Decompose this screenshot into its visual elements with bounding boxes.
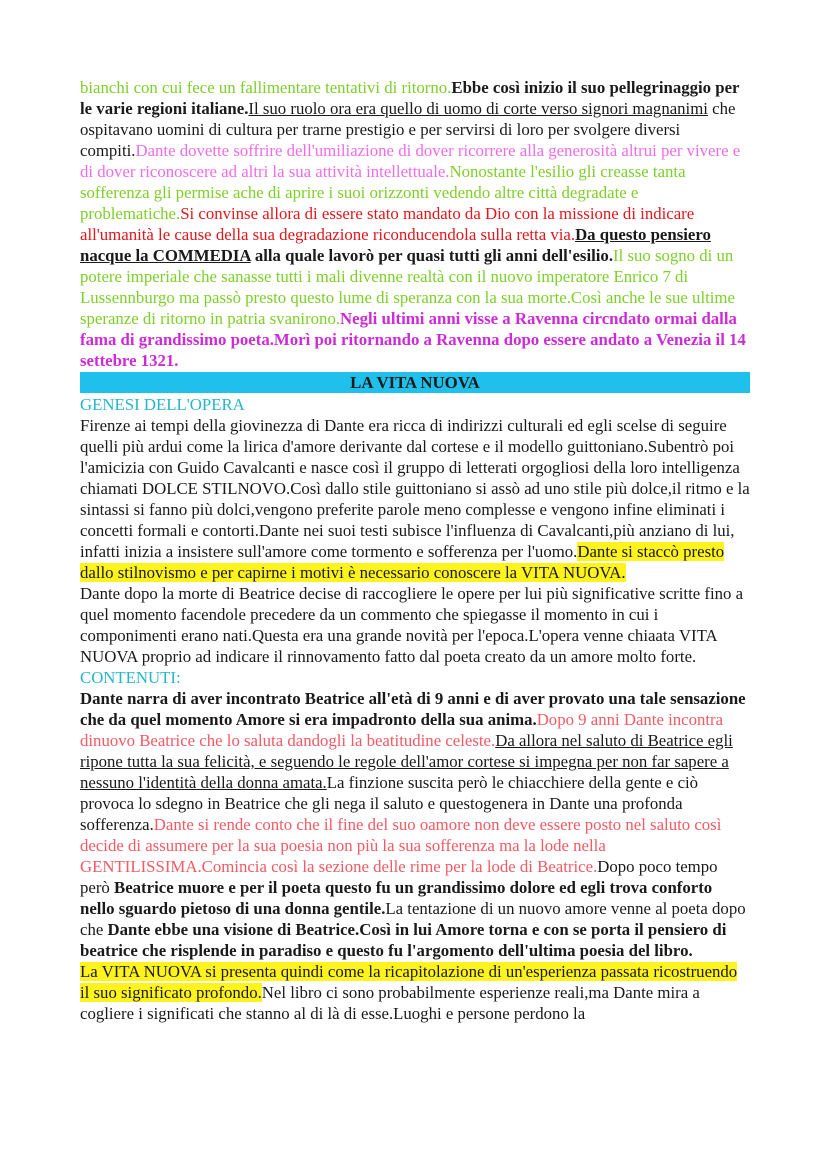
- contenuti-heading: CONTENUTI:: [80, 668, 181, 687]
- text-bold: Dante ebbe una visione di Beatrice.Così in lui Amore torna e con se porta il pensiero di beatrice che risplende in paradiso e questo fu l'argomento dell'ultima poesia del libro.: [80, 920, 727, 960]
- text-plain: La tentazione di un nuovo amore venne al poeta dopo che: [80, 899, 746, 939]
- text-red: Si convinse allora di essere stato mandato da Dio con la missione di indicare all'umanità le cause della sua degradazione riconducendola sulla retta via.: [80, 204, 695, 244]
- section-banner: LA VITA NUOVA: [80, 372, 750, 393]
- text-green: bianchi con cui fece un fallimentare tentativi di ritorno.: [80, 78, 452, 97]
- text-green: Nonostante l'esilio gli creasse tanta sofferenza gli permise ache di aprire i suoi orizzonti vedendo altre città degradate e problematiche.: [80, 162, 686, 223]
- text-highlighted: La VITA NUOVA si presenta quindi come la ricapitolazione di un'esperienza passata ricostruendo il suo significato profondo.: [80, 962, 738, 1002]
- text-bold: Ebbe così inizio il suo pellegrinaggio per le varie regioni italiane.: [80, 78, 740, 118]
- genesi-heading: GENESI DELL'OPERA: [80, 395, 245, 414]
- text-plain: che ospitavano uomini di cultura per trarne prestigio e per servirsi di loro per svolgere diversi compiti.: [80, 99, 736, 160]
- text-green: Il suo sogno di un potere imperiale che sanasse tutti i mali divenne realtà con il nuovo imperatore Enrico 7 di Lussennburgo ma passò presto questo lume di speranza con la sua morte.Così anche le sue ultime speranze di ritorno in patria svanirono.: [80, 246, 735, 328]
- text-underlined: Da allora nel saluto di Beatrice egli ripone tutta la sua felicità, e seguendo le regole dell'amor cortese si impegna per non far sapere a nessuno l'identità della donna amata.: [80, 731, 733, 792]
- text-pink: Dante dovette soffrire dell'umiliazione di dover ricorrere alla generosità altrui per vivere e di dover riconoscere ad altri la sua attività intellettuale.: [80, 141, 741, 181]
- genesi-paragraph: [80, 415, 750, 583]
- text-underlined: Il suo ruolo ora era quello di uomo di corte verso signori magnanimi: [248, 99, 708, 118]
- contenuti-paragraph-2: [80, 961, 750, 1024]
- text-salmon: Dante si rende conto che il fine del suo oamore non deve essere posto nel saluto così decide di assumere per la sua poesia non più la sua sofferenza ma la lode nella GENTILISSIMA.Comincia così la sezione delle rime per la lode di Beatrice.: [80, 815, 722, 876]
- text-purple-bold: Negli ultimi anni visse a Ravenna circndato ormai dalla fama di grandissimo poeta.Morì poi ritornando a Ravenna dopo essere andato a Venezia il 14 settebre 1321.: [80, 309, 746, 370]
- text-bold: Beatrice muore e per il poeta questo fu un grandissimo dolore ed egli trova conforto nello sguardo pietoso di una donna gentile.: [80, 878, 713, 918]
- genesi-paragraph-2: Dante dopo la morte di Beatrice decise di raccogliere le opere per lui più significative scritte fino a quel momento facendole precedere da un commento che spiegasse il momento in cui i componimenti erano nati.Questa era una grande novità per l'epoca.L'opera venne chiaata VITA NUOVA proprio ad indicare il rinnovamento fatto dal poeta creato da un amore molto forte.: [80, 584, 744, 666]
- text-plain: Nel libro ci sono probabilmente esperienze reali,ma Dante mira a cogliere i significati che stanno al di là di esse.Luoghi e persone perdono la: [80, 983, 700, 1023]
- text-bold: alla quale lavorò per quasi tutti gli anni dell'esilio.: [250, 246, 614, 265]
- biography-paragraph: [80, 77, 750, 371]
- text-plain: La finzione suscita però le chiacchiere della gente e ciò provoca lo sdegno in Beatrice che gli nega il saluto e questogenera in Dante una profonda sofferenza.: [80, 773, 699, 834]
- text-plain: Dopo poco tempo però: [80, 857, 718, 897]
- contenuti-paragraph: [80, 688, 750, 961]
- text-bold: Dante narra di aver incontrato Beatrice all'età di 9 anni e di aver provato una tale sensazione che da quel momento Amore si era impadronto della sua anima.: [80, 689, 746, 729]
- text-bold-underlined: Da questo pensiero nacque la COMMEDIA: [80, 225, 711, 265]
- text-highlighted: Dante si staccò presto dallo stilnovismo e per capirne i motivi è necessario conoscere la VITA NUOVA.: [80, 542, 725, 582]
- text-plain: Firenze ai tempi della giovinezza di Dante era ricca di indirizzi culturali ed egli scelse di seguire quelli più ardui come la lirica d'amore derivante dal cortese e il modello guittoniano.Subentrò poi l'amicizia con Guido Cavalcanti e nasce così il gruppo di letterati orgogliosi della loro intelligenza chiamati DOLCE STILNOVO.Così dallo stile guittoniano si assò ad uno stile più dolce,il ritmo e la sintassi si fanno più dolci,vengono preferite parole meno complesse e vengono infine eliminati i concetti formali e contorti.Dante nei suoi testi subisce l'influenza di Cavalcanti,più anziano di lui, infatti inizia a insistere sull'amore come tormento e sofferenza per l'uomo.: [80, 416, 750, 561]
- page-content: [80, 77, 750, 1024]
- text-salmon: Dopo 9 anni Dante incontra dinuovo Beatrice che lo saluta dandogli la beatitudine celeste.: [80, 710, 724, 750]
